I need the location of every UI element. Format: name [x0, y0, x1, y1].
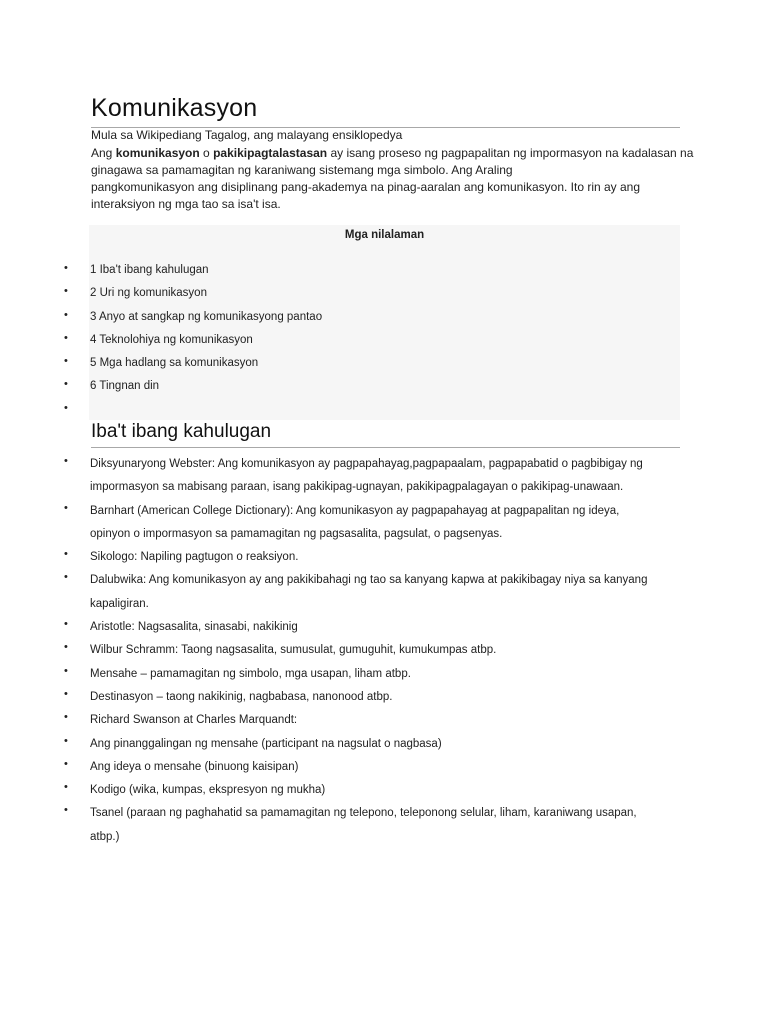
definition-item: [0, 616, 740, 639]
bullet-icon: •: [64, 331, 68, 344]
definition-text: Richard Swanson at Charles Marquandt:: [90, 714, 298, 727]
page-subtitle: Mula sa Wikipediang Tagalog, ang malayang ensiklopedya: [91, 128, 403, 142]
toc-item-label: 5 Mga hadlang sa komunikasyon: [90, 357, 259, 370]
bullet-icon: •: [64, 687, 68, 700]
toc-item-label: 3 Anyo at sangkap ng komunikasyong pantao: [90, 310, 323, 323]
definition-item: [0, 733, 740, 756]
bullet-icon: •: [64, 757, 68, 770]
definition-item: [0, 779, 740, 802]
section-divider: [91, 447, 680, 448]
toc-item[interactable]: [0, 262, 700, 285]
bullet-icon: •: [64, 781, 68, 794]
definition-text: Mensahe – pamamagitan ng simbolo, mga usapan, liham atbp.: [90, 667, 411, 680]
definition-text: Tsanel (paraan ng paghahatid sa pamamagitan ng telepono, teleponong selular, liham, karaniwang usapan,: [90, 807, 637, 820]
definition-item: [0, 756, 740, 779]
bullet-icon: •: [64, 734, 68, 747]
page-title: Komunikasyon: [91, 94, 258, 122]
bullet-icon: •: [64, 664, 68, 677]
toc-item-label: 6 Tingnan din: [90, 380, 160, 393]
bullet-icon: •: [64, 711, 68, 724]
definition-list: [0, 453, 740, 849]
definition-item: [0, 569, 740, 616]
intro-paragraph: [91, 145, 694, 213]
definition-text: Dalubwika: Ang komunikasyon ay ang pakikibahagi ng tao sa kanyang kapwa at pakikibagay niya sa kanyang: [90, 574, 648, 587]
intro-line: ginagawa sa pamamagitan ng karaniwang sistemang mga simbolo. Ang Araling: [91, 163, 513, 177]
definition-text: Ang pinanggalingan ng mensahe (participant na nagsulat o nagbasa): [90, 737, 442, 750]
bullet-icon: •: [64, 804, 68, 817]
toc-item[interactable]: [0, 355, 700, 378]
definition-item: [0, 500, 740, 547]
bullet-icon: •: [64, 378, 68, 391]
bullet-icon: •: [64, 308, 68, 321]
term-komunikasyon: komunikasyon: [115, 146, 200, 160]
definition-item: [0, 546, 740, 569]
bullet-icon: •: [64, 355, 68, 368]
definition-text: Ang ideya o mensahe (binuong kaisipan): [90, 760, 299, 773]
toc-list: [0, 262, 700, 425]
definition-text: Sikologo: Napiling pagtugon o reaksiyon.: [90, 551, 299, 564]
bullet-icon: •: [64, 262, 68, 274]
toc-item-label: 2 Uri ng komunikasyon: [90, 287, 207, 300]
definition-text: opinyon o impormasyon sa pamamagitan ng pagsasalita, pagsulat, o pagsenyas.: [90, 527, 503, 540]
toc-item-label: 4 Teknolohiya ng komunikasyon: [90, 333, 253, 346]
definition-text: atbp.): [90, 830, 120, 843]
toc-item[interactable]: [0, 378, 700, 401]
bullet-icon: •: [64, 641, 68, 654]
toc-item[interactable]: [0, 285, 700, 308]
definition-item: [0, 802, 740, 849]
bullet-icon: •: [64, 571, 68, 584]
term-pakikipagtalastasan: pakikipagtalastasan: [213, 146, 328, 160]
intro-line: Ang komunikasyon o pakikipagtalastasan ay isang proseso ng pagpapalitan ng impormasyon na kadalasan na: [91, 146, 694, 160]
section-title: Iba't ibang kahulugan: [91, 421, 272, 442]
bullet-icon: •: [64, 618, 68, 631]
bullet-icon: •: [64, 548, 68, 561]
definition-item: [0, 639, 740, 662]
definition-text: Kodigo (wika, kumpas, ekspresyon ng mukha): [90, 784, 326, 797]
bullet-icon: •: [64, 501, 68, 514]
toc-item-label: 1 Iba't ibang kahulugan: [90, 264, 209, 276]
toc-title: Mga nilalaman: [344, 229, 425, 241]
bullet-icon: •: [64, 401, 68, 414]
definition-item: [0, 686, 740, 709]
bullet-icon: •: [64, 455, 68, 467]
definition-text: impormasyon sa mabisang paraan, isang pakikipag-ugnayan, pakikipagpalagayan o pakikipag-unawaan.: [90, 481, 624, 494]
definition-item: [0, 663, 740, 686]
intro-line: pangkomunikasyon ang disiplinang pang-akademya na pinag-aaralan ang komunikasyon. Ito rin ay ang: [91, 180, 641, 194]
definition-text: Aristotle: Nagsasalita, sinasabi, nakikinig: [90, 621, 298, 634]
intro-line: interaksiyon ng mga tao sa isa't isa.: [91, 197, 281, 211]
definition-text: Diksyunaryong Webster: Ang komunikasyon ay pagpapahayag,pagpapaalam, pagpapabatid o pagbibigay ng: [90, 458, 643, 470]
toc-item[interactable]: [0, 309, 700, 332]
definition-text: Wilbur Schramm: Taong nagsasalita, sumusulat, gumuguhit, kumukumpas atbp.: [90, 644, 497, 657]
definition-text: Destinasyon – taong nakikinig, nagbabasa, nanonood atbp.: [90, 690, 393, 703]
definition-item: [0, 453, 740, 500]
toc-item[interactable]: [0, 332, 700, 355]
definition-text: kapaligiran.: [90, 597, 149, 610]
definition-item: [0, 709, 740, 732]
definition-text: Barnhart (American College Dictionary): Ang komunikasyon ay pagpapahayag at pagpapalitan ng ideya,: [90, 504, 620, 517]
bullet-icon: •: [64, 285, 68, 298]
